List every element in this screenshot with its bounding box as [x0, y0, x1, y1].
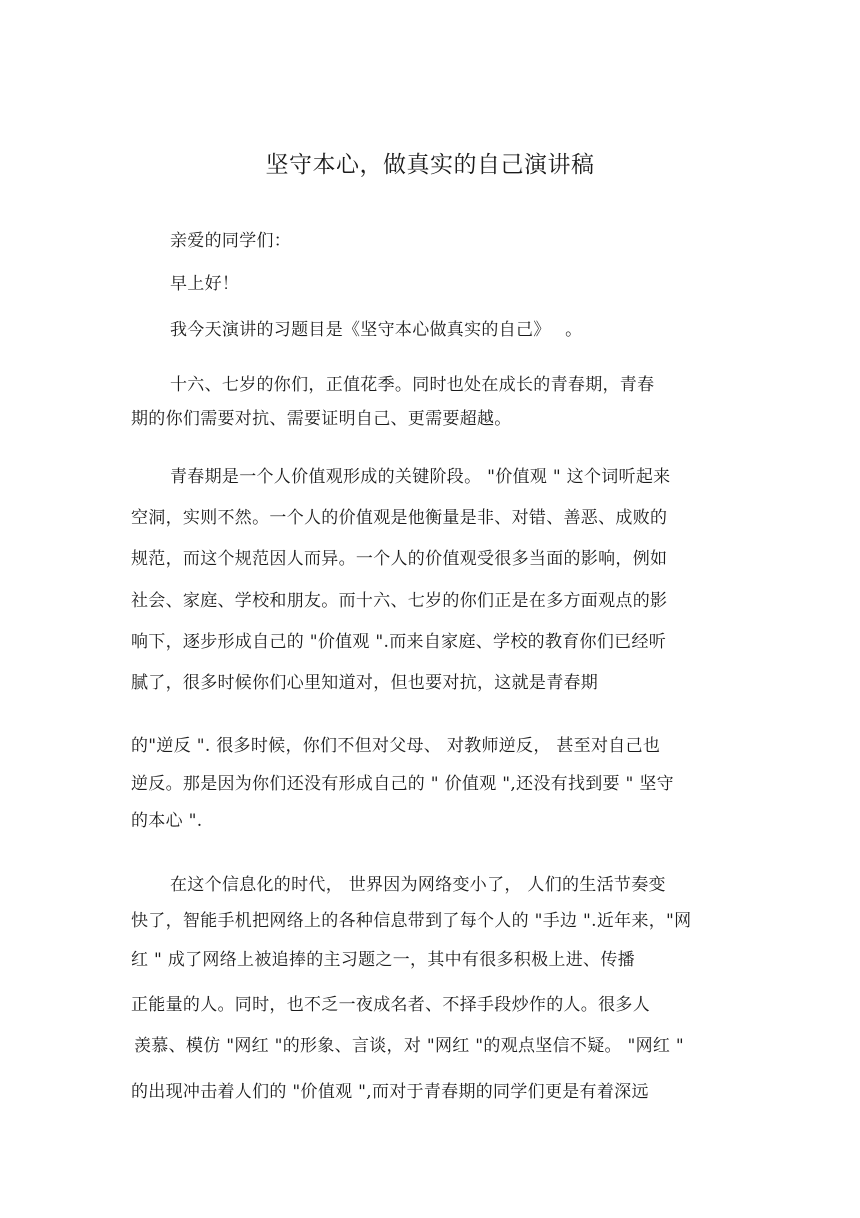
paragraph-4-line-2: 快了，智能手机把网络上的各种信息带到了每个人的 "手边 ".近年来，"网 [131, 911, 692, 931]
paragraph-3-line-2: 逆反。那是因为你们还没有形成自己的 " 价值观 ",还没有找到要 " 坚守 [131, 774, 674, 794]
paragraph-4-line-1: 在这个信息化的时代， 世界因为网络变小了， 人们的生活节奏变 [170, 875, 666, 895]
greeting-line: 早上好！ [170, 274, 240, 294]
paragraph-2-line-1: 青春期是一个人价值观形成的关键阶段。 "价值观 " 这个词听起来 [170, 467, 671, 487]
document-title: 坚守本心，做真实的自己演讲稿 [265, 152, 595, 178]
salutation-line: 亲爱的同学们： [170, 231, 292, 251]
paragraph-4-line-3: 红 " 成了网络上被追捧的主习题之一，其中有很多积极上进、传播 [131, 950, 635, 970]
paragraph-2-line-2: 空洞，实则不然。一个人的价值观是他衡量是非、对错、善恶、成败的 [131, 508, 668, 528]
paragraph-2-line-6: 腻了，很多时候你们心里知道对，但也要对抗，这就是青春期 [131, 673, 599, 693]
paragraph-4-line-5: 羡慕、模仿 "网红 "的形象、言谈，对 "网红 "的观点坚信不疑。 "网红 " [134, 1036, 685, 1056]
paragraph-4-line-4: 正能量的人。同时，也不乏一夜成名者、不择手段炒作的人。很多人 [131, 995, 650, 1015]
paragraph-2-line-4: 社会、家庭、学校和朋友。而十六、七岁的你们正是在多方面观点的影 [131, 591, 668, 611]
paragraph-1-line-1: 十六、七岁的你们，正值花季。同时也处在成长的青春期，青春 [170, 375, 655, 395]
paragraph-2-line-3: 规范，而这个规范因人而异。一个人的价值观受很多当面的影响，例如 [131, 549, 668, 569]
paragraph-3-line-1: 的"逆反 ". 很多时候，你们不但对父母、 对教师逆反， 甚至对自己也 [131, 736, 661, 756]
paragraph-1-line-2: 期的你们需要对抗、需要证明自己、更需要超越。 [131, 409, 512, 429]
topic-line: 我今天演讲的习题目是《坚守本心做真实的自己》 。 [170, 320, 583, 340]
paragraph-2-line-5: 响下，逐步形成自己的 "价值观 ".而来自家庭、学校的教育你们已经听 [131, 632, 667, 652]
paragraph-3-line-3: 的本心 ". [131, 811, 203, 831]
paragraph-4-line-6: 的出现冲击着人们的 "价值观 ",而对于青春期的同学们更是有着深远 [131, 1082, 649, 1102]
